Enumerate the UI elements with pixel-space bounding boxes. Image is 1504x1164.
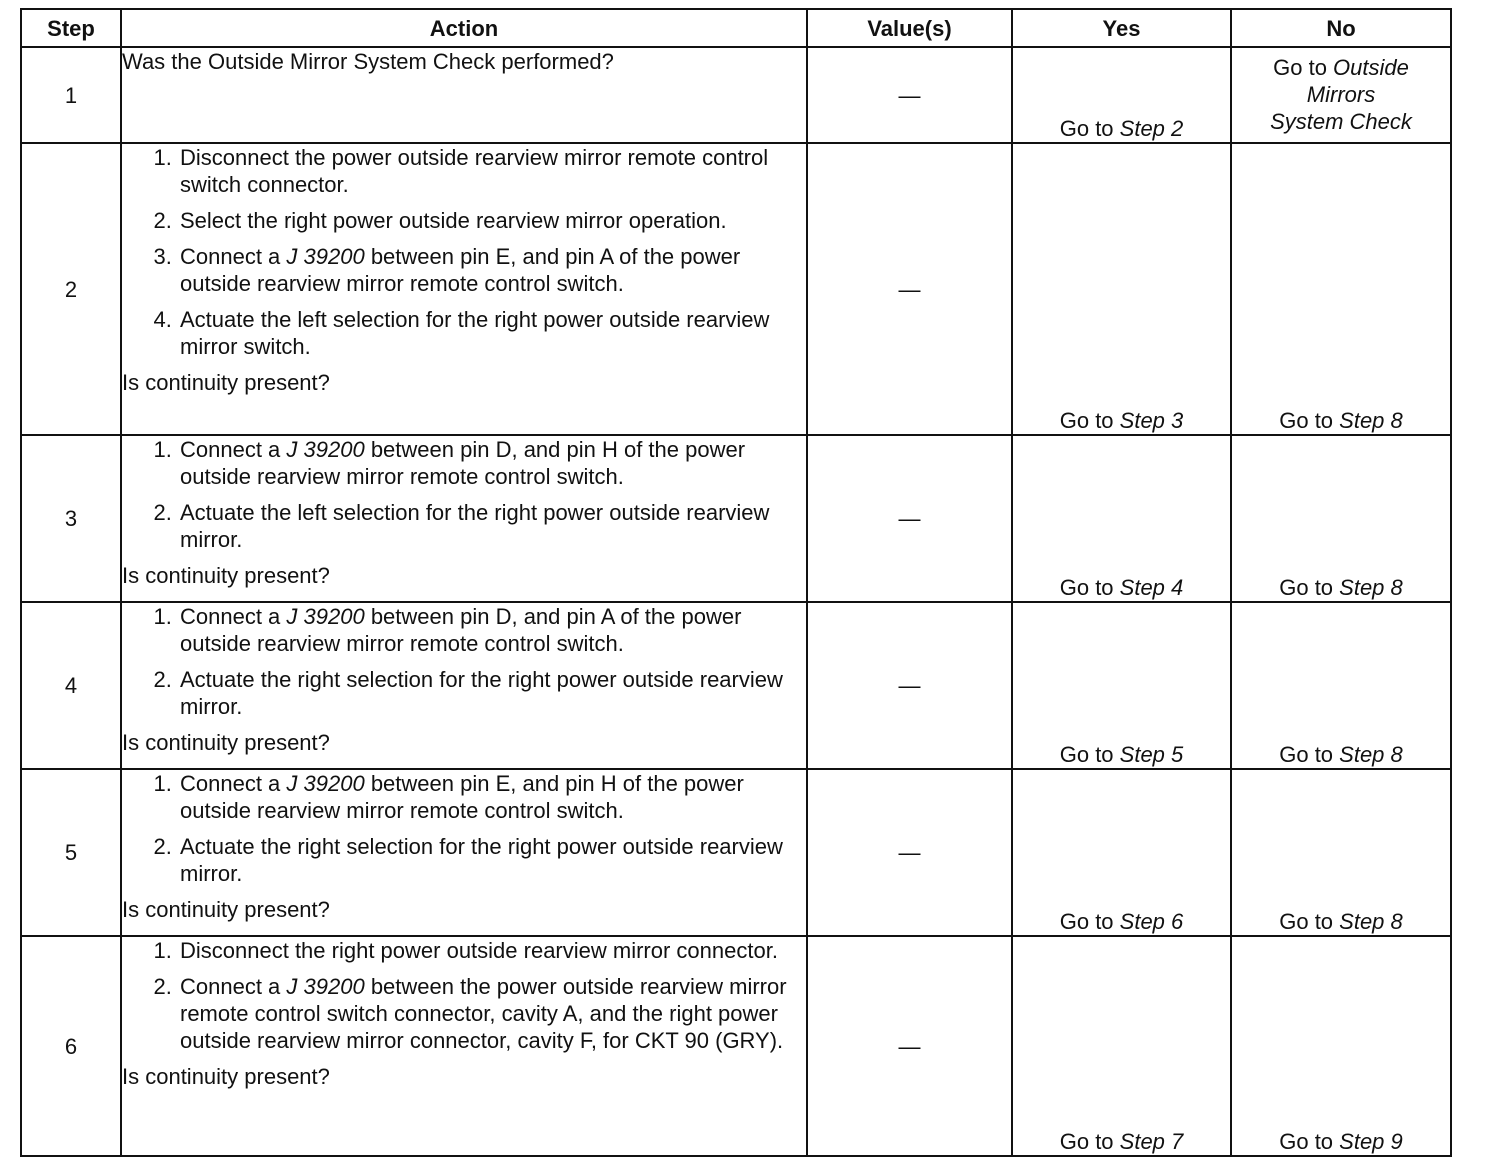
value-cell: — — [807, 936, 1012, 1156]
value-cell: — — [807, 769, 1012, 936]
yes-target: Step 7 — [1119, 1129, 1184, 1154]
action-question: Is continuity present? — [122, 730, 330, 755]
no-prefix: Go to — [1279, 575, 1340, 600]
action-cell — [121, 47, 807, 143]
action-question: Is continuity present? — [122, 563, 330, 588]
yes-target: Step 6 — [1119, 909, 1184, 934]
yes-cell — [1012, 47, 1231, 143]
no-cell — [1231, 602, 1451, 769]
action-item: 1. Connect a J 39200 between pin E, and pin H of the power outside rearview mirror remote control switch. — [178, 770, 806, 824]
yes-cell — [1012, 769, 1231, 936]
no-target: Step 8 — [1339, 408, 1403, 433]
action-item: 1. Connect a J 39200 between pin D, and pin A of the power outside rearview mirror remote control switch. — [178, 603, 806, 657]
no-cell — [1231, 936, 1451, 1156]
step-number: 5 — [21, 769, 121, 936]
yes-prefix: Go to — [1059, 909, 1120, 934]
yes-target: Step 5 — [1119, 742, 1184, 767]
action-cell — [121, 936, 807, 1156]
action-cell — [121, 602, 807, 769]
action-question: Was the Outside Mirror System Check performed? — [122, 49, 614, 74]
action-item: 2. Connect a J 39200 between the power outside rearview mirror remote control switch connector, cavity A, and the right power outside rearview mirror connector, cavity F, for CKT 90 (GRY). — [178, 973, 806, 1054]
action-item: 4. Actuate the left selection for the right power outside rearview mirror switch. — [178, 306, 806, 360]
action-item: 2. Actuate the left selection for the right power outside rearview mirror. — [178, 499, 806, 553]
no-target-line3: System Check — [1270, 109, 1412, 134]
yes-prefix: Go to — [1059, 408, 1120, 433]
no-prefix: Go to — [1279, 408, 1340, 433]
table-row — [21, 769, 1451, 936]
action-item: 3. Connect a J 39200 between pin E, and pin A of the power outside rearview mirror remote control switch. — [178, 243, 806, 297]
action-question: Is continuity present? — [122, 370, 330, 395]
header-no: No — [1231, 9, 1451, 47]
action-list — [122, 937, 806, 1054]
yes-prefix: Go to — [1059, 1129, 1120, 1154]
yes-cell — [1012, 435, 1231, 602]
tool-reference: J 39200 — [286, 771, 365, 796]
action-item: 2. Actuate the right selection for the right power outside rearview mirror. — [178, 833, 806, 887]
action-item: 1. Disconnect the right power outside rearview mirror connector. — [178, 937, 806, 964]
no-prefix: Go to — [1279, 909, 1340, 934]
no-prefix: Go to — [1279, 742, 1340, 767]
tool-reference: J 39200 — [286, 974, 365, 999]
header-step: Step — [21, 9, 121, 47]
diagnostic-table — [20, 8, 1452, 1157]
table-row — [21, 435, 1451, 602]
value-cell: — — [807, 602, 1012, 769]
value-cell: — — [807, 435, 1012, 602]
yes-prefix: Go to — [1059, 575, 1120, 600]
no-target: Step 8 — [1339, 575, 1403, 600]
action-item: 1. Disconnect the power outside rearview mirror remote control switch connector. — [178, 144, 806, 198]
no-target-line1: Outside — [1333, 55, 1409, 80]
yes-cell — [1012, 143, 1231, 435]
yes-cell — [1012, 936, 1231, 1156]
yes-cell — [1012, 602, 1231, 769]
yes-prefix: Go to — [1059, 742, 1120, 767]
no-target: Step 8 — [1339, 909, 1403, 934]
step-number: 6 — [21, 936, 121, 1156]
action-question: Is continuity present? — [122, 1064, 330, 1089]
table-row — [21, 47, 1451, 143]
table-row — [21, 602, 1451, 769]
no-cell — [1231, 143, 1451, 435]
step-number: 3 — [21, 435, 121, 602]
no-prefix: Go to — [1279, 1129, 1340, 1154]
header-action: Action — [121, 9, 807, 47]
tool-reference: J 39200 — [286, 437, 365, 462]
action-item: 2. Actuate the right selection for the right power outside rearview mirror. — [178, 666, 806, 720]
action-list — [122, 770, 806, 887]
step-number: 1 — [21, 47, 121, 143]
action-list — [122, 603, 806, 720]
no-target: Step 8 — [1339, 742, 1403, 767]
no-prefix: Go to — [1273, 55, 1334, 80]
action-item: 2. Select the right power outside rearview mirror operation. — [178, 207, 806, 234]
yes-target: Step 3 — [1119, 408, 1184, 433]
header-row — [21, 9, 1451, 47]
yes-target: Step 4 — [1119, 575, 1184, 600]
yes-target: Step 2 — [1119, 116, 1184, 141]
action-cell — [121, 143, 807, 435]
table-row — [21, 143, 1451, 435]
yes-prefix: Go to — [1059, 116, 1120, 141]
tool-reference: J 39200 — [286, 244, 365, 269]
header-yes: Yes — [1012, 9, 1231, 47]
table-row — [21, 936, 1451, 1156]
no-cell — [1231, 435, 1451, 602]
action-cell — [121, 435, 807, 602]
no-target-line2: Mirrors — [1306, 82, 1376, 107]
action-question: Is continuity present? — [122, 897, 330, 922]
step-number: 4 — [21, 602, 121, 769]
action-item: 1. Connect a J 39200 between pin D, and pin H of the power outside rearview mirror remote control switch. — [178, 436, 806, 490]
value-cell: — — [807, 143, 1012, 435]
tool-reference: J 39200 — [286, 604, 365, 629]
action-list — [122, 144, 806, 360]
value-cell: — — [807, 47, 1012, 143]
action-list — [122, 436, 806, 553]
action-cell — [121, 769, 807, 936]
no-target: Step 9 — [1339, 1129, 1403, 1154]
header-values: Value(s) — [807, 9, 1012, 47]
no-cell — [1231, 769, 1451, 936]
no-cell — [1231, 47, 1451, 143]
step-number: 2 — [21, 143, 121, 435]
